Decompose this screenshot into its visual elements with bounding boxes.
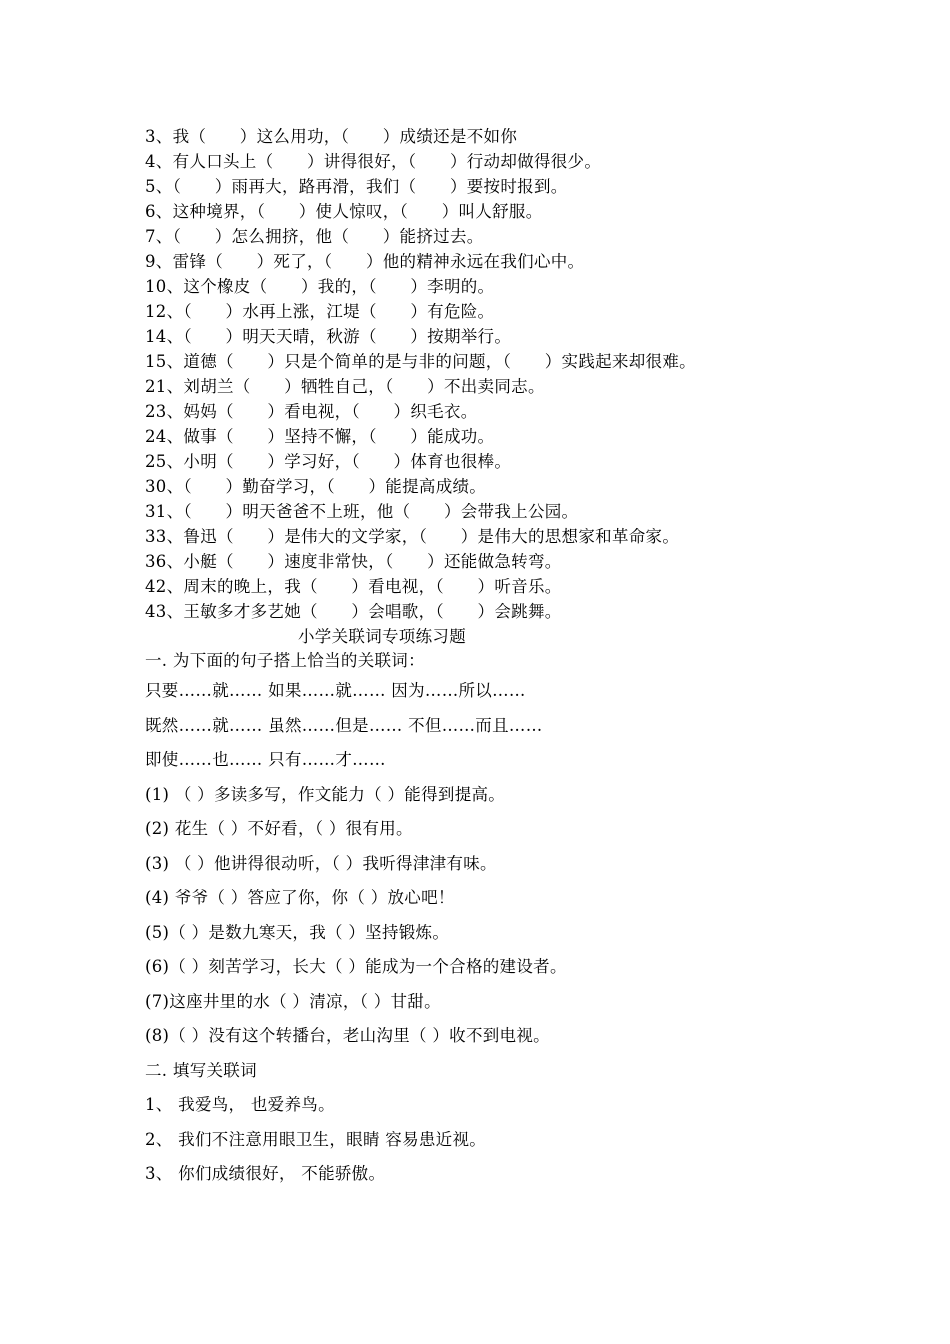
question-8: (8)（ ）没有这个转播台，老山沟里（ ）收不到电视。: [145, 1026, 550, 1045]
exercise-item-3: 3、我（ ）这么用功，（ ）成绩还是不如你: [145, 127, 518, 146]
exercise-list-top: [145, 124, 925, 624]
fill-item-1: 1、 我爱鸟， 也爱养鸟。: [145, 1095, 335, 1114]
exercise-item-9: 9、雷锋（ ）死了，（ ）他的精神永远在我们心中。: [145, 252, 585, 271]
question-4: (4) 爷爷（ ）答应了你，你（ ）放心吧！: [145, 888, 455, 907]
exercise-item-42: 42、周末的晚上，我（ ）看电视，（ ）听音乐。: [145, 577, 562, 596]
exercise-item-24: 24、做事（ ）坚持不懈，（ ）能成功。: [145, 427, 495, 446]
exercise-item-15: 15、道德（ ）只是个简单的是与非的问题，（ ）实践起来却很难。: [145, 352, 696, 371]
exercise-item-5: 5、（ ）雨再大，路再滑，我们（ ）要按时报到。: [145, 177, 568, 196]
exercise-item-10: 10、这个橡皮（ ）我的，（ ）李明的。: [145, 277, 495, 296]
question-3: (3) （ ）他讲得很动听，（ ）我听得津津有味。: [145, 853, 497, 873]
exercise-item-21: 21、刘胡兰（ ）牺牲自己，（ ）不出卖同志。: [145, 377, 545, 396]
word-bank-row-1: 只要……就…… 如果……就…… 因为……所以……: [145, 681, 526, 700]
question-6: (6)（ ）刻苦学习，长大（ ）能成为一个合格的建设者。: [145, 957, 567, 976]
word-bank-row-2: 既然……就…… 虽然……但是…… 不但……而且……: [145, 715, 543, 735]
exercise-item-4: 4、有人口头上（ ）讲得很好，（ ）行动却做得很少。: [145, 152, 602, 171]
exercise-item-23: 23、妈妈（ ）看电视，（ ）织毛衣。: [145, 402, 478, 421]
exercise-item-12: 12、（ ）水再上涨，江堤（ ）有危险。: [145, 302, 495, 321]
exercise-item-14: 14、（ ）明天天晴，秋游（ ）按期举行。: [145, 327, 512, 346]
question-2: (2) 花生（ ）不好看，（ ）很有用。: [145, 819, 413, 838]
exercise-item-33: 33、鲁迅（ ）是伟大的文学家，（ ）是伟大的思想家和革命家。: [145, 527, 680, 546]
question-7: (7)这座井里的水（ ）清凉，（ ）甘甜。: [145, 991, 441, 1011]
fill-item-3: 3、 你们成绩很好， 不能骄傲。: [145, 1164, 386, 1183]
exercise-item-31: 31、（ ）明天爸爸不上班，他（ ）会带我上公园。: [145, 502, 579, 521]
exercise-item-30: 30、（ ）勤奋学习，（ ）能提高成绩。: [145, 477, 487, 496]
exercise-list-bottom: [145, 648, 925, 1196]
exercise-item-43: 43、王敏多才多艺她（ ）会唱歌，（ ）会跳舞。: [145, 602, 562, 621]
exercise-item-36: 36、小艇（ ）速度非常快，（ ）还能做急转弯。: [145, 552, 562, 571]
part-one-heading: 一. 为下面的句子搭上恰当的关联词：: [145, 651, 425, 670]
fill-item-2: 2、 我们不注意用眼卫生，眼睛 容易患近视。: [145, 1129, 487, 1149]
exercise-item-7: 7、（ ）怎么拥挤，他（ ）能挤过去。: [145, 227, 484, 246]
word-bank-row-3: 即使……也…… 只有……才……: [145, 750, 386, 769]
question-1: (1) （ ）多读多写，作文能力（ ）能得到提高。: [145, 784, 506, 804]
part-two-heading: 二. 填写关联词: [145, 1060, 257, 1080]
exercise-item-25: 25、小明（ ）学习好，（ ）体育也很棒。: [145, 452, 512, 471]
section-title: 小学关联词专项练习题: [298, 627, 466, 646]
question-5: (5)（ ）是数九寒天，我（ ）坚持锻炼。: [145, 922, 450, 942]
exercise-item-6: 6、这种境界，（ ）使人惊叹，（ ）叫人舒服。: [145, 202, 543, 221]
